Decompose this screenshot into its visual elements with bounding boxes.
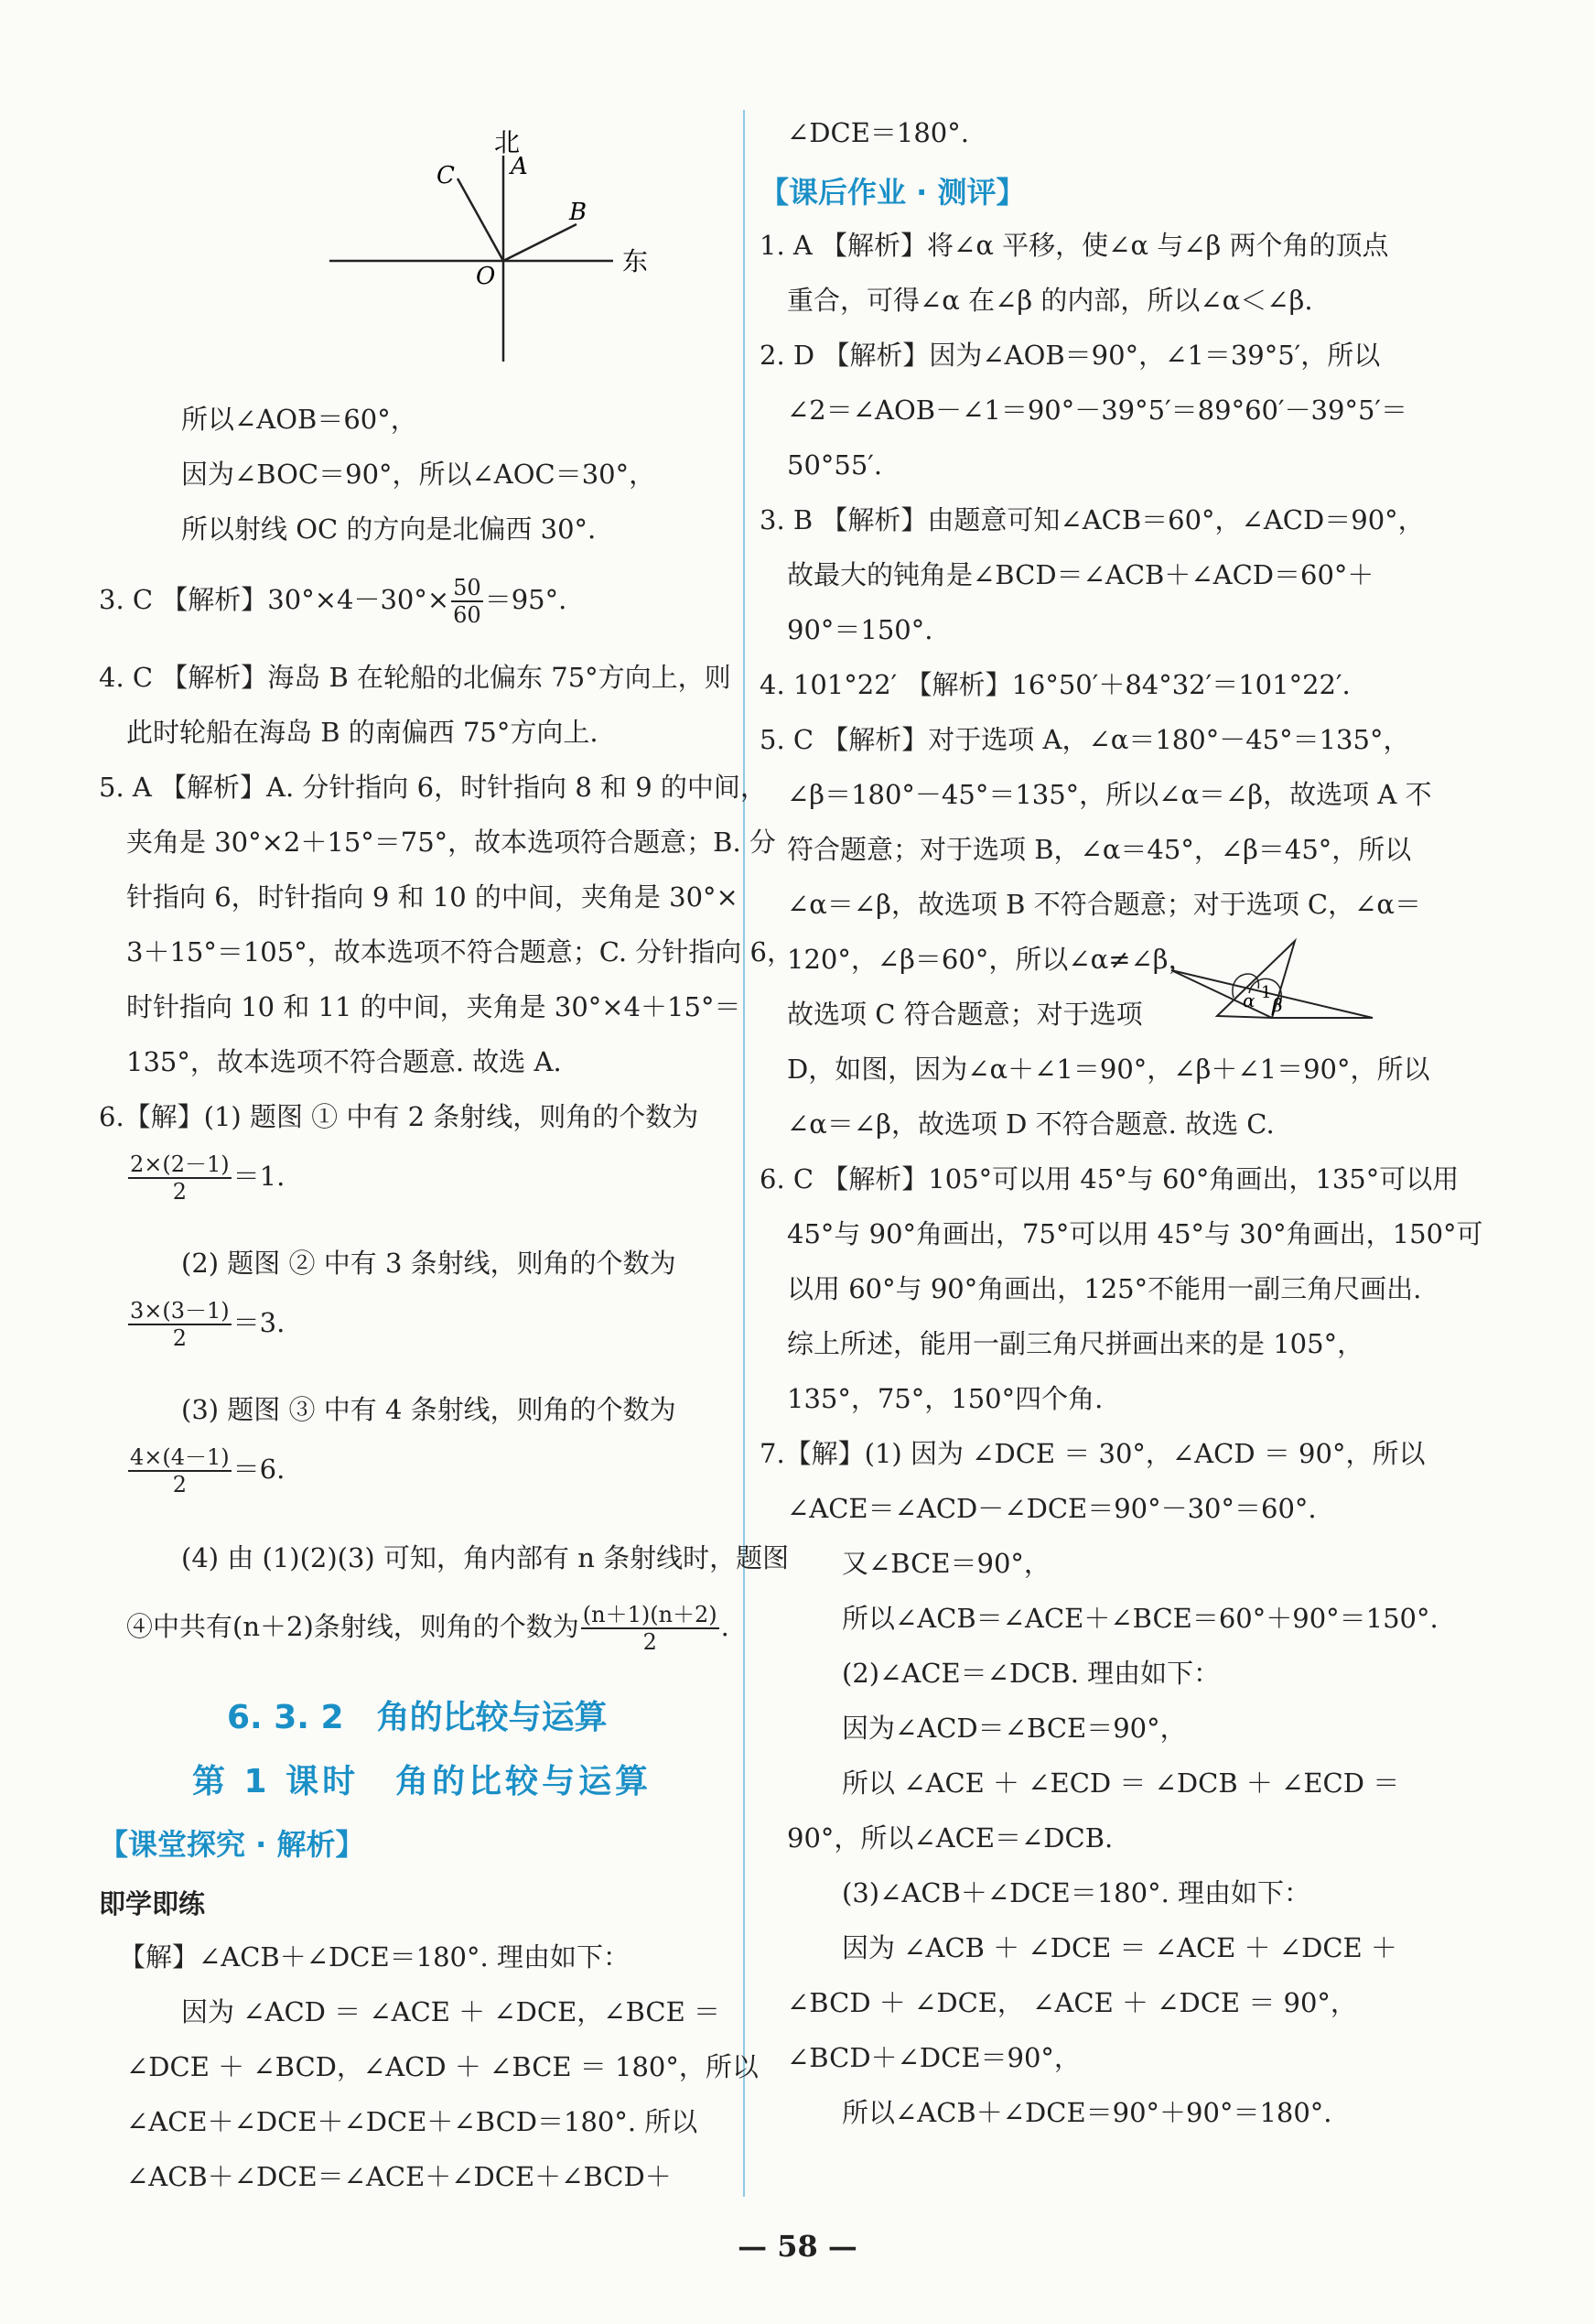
- answer-5-line: ∠β＝180°－45°＝135°，所以∠α＝∠β，故选项 A 不: [787, 779, 1432, 810]
- section-heading: 【课后作业 · 测评】: [760, 175, 1026, 210]
- answer-7-line: 所以∠ACB＝∠ACE＋∠BCE＝60°＋90°＝150°.: [842, 1603, 1439, 1634]
- compass-figure: [302, 128, 668, 375]
- label-o: O: [476, 263, 496, 290]
- answer-5-line: 符合题意；对于选项 B，∠α＝45°，∠β＝45°，所以: [787, 834, 1412, 865]
- question-5-line: 时针指向 10 和 11 的中间，夹角是 30°×4＋15°＝: [126, 991, 741, 1022]
- label-a: A: [511, 153, 528, 180]
- text-line: ∠DCE＝180°.: [787, 117, 969, 148]
- answer-7-line: ∠ACE＝∠ACD－∠DCE＝90°－30°＝60°.: [787, 1493, 1317, 1524]
- solution-line: ∠ACE＋∠DCE＋∠DCE＋∠BCD＝180°. 所以: [126, 2106, 698, 2137]
- answer-2-line: ∠2＝∠AOB－∠1＝90°－39°5′＝89°60′－39°5′＝: [787, 395, 1407, 426]
- north-label: 北: [494, 128, 521, 157]
- solution-line: ∠DCE ＋ ∠BCD，∠ACD ＋ ∠BCE ＝ 180°，所以: [126, 2051, 759, 2082]
- answer-6-line: 以用 60°与 90°角画出，125°不能用一副三角尺画出.: [787, 1273, 1422, 1304]
- question-5-line: 夹角是 30°×2＋15°＝75°，故本选项符合题意；B. 分: [126, 827, 776, 858]
- one-label: 1: [1261, 983, 1272, 1002]
- answer-5-line: ∠α＝∠β，故选项 D 不符合题意. 故选 C.: [787, 1108, 1275, 1140]
- beta-label: β: [1272, 994, 1283, 1016]
- answer-7-line: 所以 ∠ACE ＋ ∠ECD ＝ ∠DCB ＋ ∠ECD ＝: [842, 1767, 1400, 1799]
- question-6-line: (4) 由 (1)(2)(3) 可知，角内部有 n 条射线时，题图: [181, 1542, 790, 1573]
- question-3: 3. C 【解析】30°×4－30°× $\frac{50}{60}$ ＝95°.: [99, 575, 567, 628]
- question-5-line: 针指向 6，时针指向 9 和 10 的中间，夹角是 30°×: [126, 881, 738, 913]
- answer-5-line: 故选项 C 符合题意；对于选项: [787, 999, 1143, 1030]
- page-number: — 58 —: [738, 2229, 857, 2264]
- label-c: C: [436, 162, 455, 189]
- answer-5-line: D，如图，因为∠α＋∠1＝90°，∠β＋∠1＝90°，所以: [787, 1054, 1430, 1085]
- label-b: B: [569, 199, 587, 226]
- answer-7-line: 因为 ∠ACB ＋ ∠DCE ＝ ∠ACE ＋ ∠DCE ＋: [842, 1932, 1397, 1963]
- answer-7-line: ∠BCD ＋ ∠DCE， ∠ACE ＋ ∠DCE ＝ 90°，: [787, 1987, 1357, 2018]
- alpha-label: α: [1243, 989, 1256, 1011]
- answer-7-line: 所以∠ACB＋∠DCE＝90°＋90°＝180°.: [842, 2097, 1332, 2128]
- question-5-line: 3＋15°＝105°，故本选项不符合题意；C. 分针指向 6，: [126, 936, 793, 967]
- answer-3-line: 90°＝150°.: [787, 614, 933, 645]
- question-6-fraction-1: $\frac{2\times(2-1)}{2}$ ＝1.: [130, 1151, 286, 1205]
- answer-4-line: 4. 101°22′ 【解析】16°50′＋84°32′＝101°22′.: [760, 669, 1351, 700]
- answer-6-line: 6. C 【解析】105°可以用 45°与 60°角画出，135°可以用: [760, 1163, 1460, 1194]
- question-6-line: 6.【解】(1) 题图 ① 中有 2 条射线，则角的个数为: [99, 1101, 699, 1132]
- section-title: 6. 3. 2 角的比较与运算: [227, 1699, 608, 1736]
- practice-heading: 即学即练: [99, 1888, 206, 1919]
- answer-3-line: 3. B 【解析】由题意可知∠ACB＝60°，∠ACD＝90°，: [760, 504, 1425, 535]
- answer-7-line: 又∠BCE＝90°，: [842, 1548, 1051, 1579]
- answer-7-line: (3)∠ACB＋∠DCE＝180°. 理由如下：: [842, 1877, 1311, 1908]
- question-6-fraction-3: $\frac{4\times(4-1)}{2}$ ＝6.: [130, 1444, 286, 1497]
- question-5-line: 135°，故本选项不符合题意. 故选 A.: [126, 1046, 562, 1077]
- question-6-line-5: ④中共有(n＋2)条射线，则角的个数为 $\frac{(n+1)(n+2)}{2}$ .: [126, 1602, 729, 1655]
- text-line: 所以∠AOB＝60°，: [181, 404, 417, 435]
- answer-3-line: 故最大的钝角是∠BCD＝∠ACB＋∠ACD＝60°＋: [787, 559, 1374, 590]
- answer-5-line: 5. C 【解析】对于选项 A，∠α＝180°－45°＝135°，: [760, 724, 1410, 755]
- question-4-line: 此时轮船在海岛 B 的南偏西 75°方向上.: [126, 717, 598, 748]
- question-6-fraction-2: $\frac{3\times(3-1)}{2}$ ＝3.: [130, 1298, 286, 1351]
- answer-6-line: 综上所述，能用一副三角尺拼画出来的是 105°，: [787, 1328, 1364, 1359]
- column-divider: [743, 110, 745, 2197]
- answer-6-line: 45°与 90°角画出，75°可以用 45°与 30°角画出，150°可: [787, 1218, 1483, 1249]
- solution-line: 因为 ∠ACD ＝ ∠ACE ＋ ∠DCE，∠BCE ＝: [181, 1996, 721, 2027]
- triangle-figure: [1162, 934, 1382, 1039]
- answer-1-line: 1. A 【解析】将∠α 平移，使∠α 与∠β 两个角的顶点: [760, 230, 1389, 261]
- lesson-title: 第 1 课时 角的比较与运算: [192, 1763, 652, 1800]
- text-line: 所以射线 OC 的方向是北偏西 30°.: [181, 513, 597, 545]
- question-5-line: 5. A 【解析】A. 分针指向 6，时针指向 8 和 9 的中间，: [99, 772, 767, 803]
- east-label: 东: [622, 246, 649, 276]
- q3-text: 3. C 【解析】30°×4－30°×: [99, 584, 450, 615]
- answer-7-line: 7.【解】(1) 因为 ∠DCE ＝ 30°，∠ACD ＝ 90°，所以: [760, 1438, 1426, 1469]
- question-6-line: (2) 题图 ② 中有 3 条射线，则角的个数为: [181, 1248, 676, 1279]
- answer-1-line: 重合，可得∠α 在∠β 的内部，所以∠α＜∠β.: [787, 285, 1313, 316]
- section-heading: 【课堂探究 · 解析】: [99, 1827, 365, 1862]
- question-4-line: 4. C 【解析】海岛 B 在轮船的北偏东 75°方向上，则: [99, 662, 731, 693]
- answer-5-line: 120°，∠β＝60°，所以∠α≠∠β，: [787, 944, 1195, 975]
- answer-7-line: 因为∠ACD＝∠BCE＝90°，: [842, 1713, 1187, 1744]
- answer-5-line: ∠α＝∠β，故选项 B 不符合题意；对于选项 C，∠α＝: [787, 889, 1421, 920]
- answer-7-line: 90°，所以∠ACE＝∠DCB.: [787, 1822, 1114, 1854]
- question-6-line: (3) 题图 ③ 中有 4 条射线，则角的个数为: [181, 1394, 676, 1425]
- answer-2-line: 50°55′.: [787, 449, 883, 481]
- answer-2-line: 2. D 【解析】因为∠AOB＝90°，∠1＝39°5′，所以: [760, 340, 1381, 371]
- fraction: $\frac{50}{60}$: [453, 575, 481, 628]
- text-line: 因为∠BOC＝90°，所以∠AOC＝30°，: [181, 459, 656, 490]
- answer-6-line: 135°，75°，150°四个角.: [787, 1383, 1104, 1414]
- answer-7-line: ∠BCD＋∠DCE＝90°，: [787, 2042, 1081, 2073]
- solution-line: 【解】∠ACB＋∠DCE＝180°. 理由如下：: [119, 1941, 630, 1973]
- answer-7-line: (2)∠ACE＝∠DCB. 理由如下：: [842, 1658, 1221, 1689]
- solution-line: ∠ACB＋∠DCE＝∠ACE＋∠DCE＋∠BCD＋: [126, 2161, 672, 2192]
